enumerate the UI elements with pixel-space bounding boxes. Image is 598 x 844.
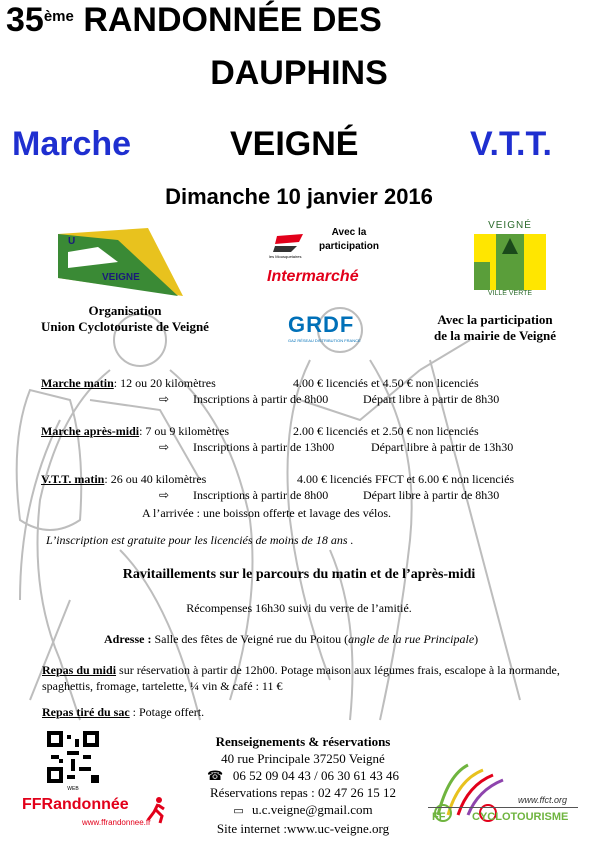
arrivee-text: A l’arrivée : une boisson offerte et lavage des vélos.: [142, 506, 392, 520]
activity-inscriptions: Inscriptions à partir de 8h00: [193, 488, 329, 502]
activity-depart: Départ libre à partir de 8h30: [363, 392, 500, 406]
adresse-angle: angle de la rue Principale: [348, 632, 475, 646]
repas-sac: [42, 704, 562, 720]
ucv-letter: U: [68, 236, 76, 247]
contact-address: 40 rue Principale 37250 Veigné: [221, 751, 385, 766]
ffct-logo: [428, 745, 588, 835]
organisation-line2: Union Cyclotouriste de Veigné: [41, 319, 209, 334]
ffrandonnee-logo: [22, 796, 172, 840]
mairie-line1: Avec la participation: [437, 312, 553, 327]
activity-marche-apres-midi: [41, 423, 581, 455]
ffct-url: www.ffct.org: [518, 795, 568, 805]
adresse-close: ): [474, 632, 479, 646]
ffct-name: CYCLOTOURISME: [472, 811, 569, 823]
mairie-line2: de la mairie de Veigné: [433, 328, 557, 343]
qr-code: [47, 731, 99, 792]
grdf-logo: [288, 312, 368, 352]
mousquetaires-text: les Mousquetaires: [269, 254, 302, 259]
activity-distance: : 7 ou 9 kilomètres: [139, 424, 230, 438]
organisation-right: [395, 312, 595, 344]
veigne-word: VEIGNÉ: [230, 125, 359, 163]
participation-text: Avec la participation: [318, 227, 379, 252]
repas-midi-label: Repas du midi: [42, 663, 117, 677]
activity-label: Marche matin: [41, 376, 114, 390]
intermarche-logo: [265, 224, 390, 294]
veigne-logo-graphic: [474, 234, 546, 290]
marche-word: Marche: [12, 125, 132, 163]
contact-phones: 06 52 09 04 43 / 06 30 61 43 46: [232, 768, 400, 783]
arrow-icon: ⇨: [159, 488, 170, 502]
repas-midi-text: sur réservation à partir de 12h00. Potage maison aux légumes frais, escalope à la normande, spaghettis, fromage, tartelette, ¼ vin & café : 11 €: [42, 663, 560, 693]
activity-vtt-matin: [41, 471, 581, 503]
qr-code-graphic: [47, 731, 99, 783]
arrow-icon: ⇨: [159, 392, 170, 406]
contact-phones-line: [168, 767, 438, 784]
repas-sac-label: Repas tiré du sac: [42, 705, 130, 719]
veigne-logo-sub: VILLE VERTE: [487, 290, 533, 297]
activity-marche-matin: [41, 375, 581, 407]
ffct-line: [428, 807, 578, 808]
title-line1: [6, 2, 596, 38]
adresse-label: Adresse :: [104, 632, 152, 646]
grdf-sub: GAZ RÉSEAU DISTRIBUTION FRANCE: [288, 338, 361, 343]
title-text-2: DAUPHINS: [210, 54, 388, 92]
activity-depart: Départ libre à partir de 13h30: [371, 440, 514, 454]
activity-inscriptions: Inscriptions à partir de 13h00: [193, 440, 335, 454]
adresse-text: Salle des fêtes de Veigné rue du Poitou (: [151, 632, 349, 646]
qr-caption: WEB: [67, 786, 79, 792]
vtt-word: V.T.T.: [470, 125, 552, 163]
organisation-line1: Organisation: [88, 303, 162, 318]
edition-number: 35: [6, 1, 44, 39]
ffrandonnee-url: www.ffrandonnee.fr: [82, 818, 151, 827]
edition-sup: ème: [43, 8, 74, 25]
contact-repas: Réservations repas : 02 47 26 15 12: [210, 785, 396, 800]
activity-distance: : 26 ou 40 kilomètres: [104, 472, 207, 486]
inscription-note: L’inscription est gratuite pour les licenciés de moins de 18 ans .: [46, 533, 354, 547]
ucv-name: VEIGNE: [102, 272, 140, 283]
ravitaillements-text: Ravitaillements sur le parcours du matin et de l’après-midi: [122, 567, 476, 582]
ucv-logo: [58, 222, 183, 300]
activity-inscriptions: Inscriptions à partir de 8h00: [193, 392, 329, 406]
intermarche-text: Intermarché: [267, 268, 359, 285]
title-text-1: RANDONNÉE DES: [83, 1, 382, 39]
activity-price: 2.00 € licenciés et 2.50 € non licenciés: [293, 424, 479, 438]
title-line2: [0, 55, 598, 91]
contact-email[interactable]: u.c.veigne@gmail.com: [252, 802, 373, 817]
arrow-icon: ⇨: [159, 440, 170, 454]
ffct-ff: FF: [432, 811, 446, 823]
contact-title: Renseignements & réservations: [215, 734, 391, 749]
grdf-text: GRDF: [288, 312, 355, 337]
walker-icon: [144, 796, 170, 824]
ffrandonnee-text: FFRandonnée: [22, 796, 129, 813]
veigne-logo-name: VEIGNÉ: [488, 220, 532, 231]
repas-sac-text: : Potage offert.: [132, 705, 205, 719]
phone-icon: ☎: [206, 768, 233, 783]
organisation-left: [20, 303, 230, 335]
veigne-ville-logo: [474, 220, 546, 300]
contact-email-line: [168, 801, 438, 820]
contact-block: [168, 733, 438, 837]
activity-price: 4.00 € licenciés et 4.50 € non licenciés: [293, 376, 479, 390]
activity-label: V.T.T. matin: [41, 472, 105, 486]
recompenses-text: Récompenses 16h30 suivi du verre de l’amitié.: [186, 601, 412, 615]
adresse-line: [104, 631, 584, 647]
repas-midi: [42, 662, 562, 694]
ucv-logo-graphic: [58, 222, 183, 300]
event-date: Dimanche 10 janvier 2016: [165, 184, 433, 209]
contact-site[interactable]: Site internet :www.uc-veigne.org: [216, 821, 390, 836]
activity-price: 4.00 € licenciés FFCT et 6.00 € non licenciés: [297, 472, 515, 486]
activity-distance: : 12 ou 20 kilomètres: [113, 376, 216, 390]
activity-label: Marche après-midi: [41, 424, 140, 438]
computer-icon: ▭: [233, 805, 252, 817]
activity-depart: Départ libre à partir de 8h30: [363, 488, 500, 502]
